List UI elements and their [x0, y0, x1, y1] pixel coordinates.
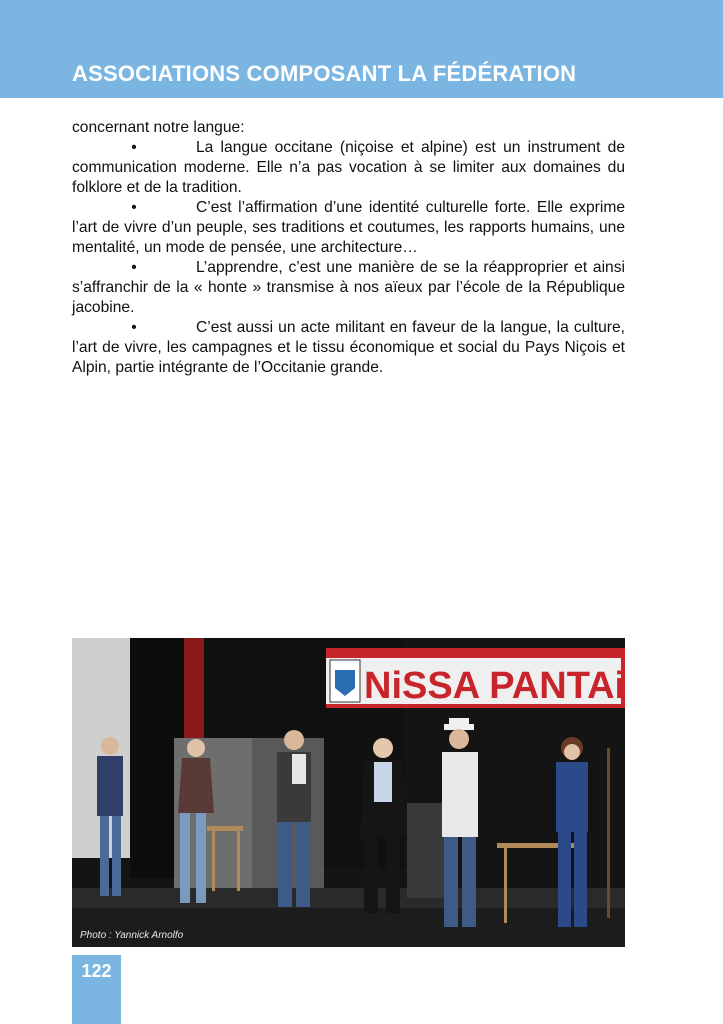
- bullet-paragraph: [72, 318, 625, 378]
- body-text: [72, 118, 625, 378]
- bullet-icon: •: [131, 139, 137, 156]
- stage-scene-illustration: [72, 638, 625, 947]
- bullet-icon: •: [131, 319, 137, 336]
- bullet-text: L’apprendre, c’est une manière de se la réapproprier et ainsi s’affranchir de la « honte » transmise à nos aïeux par l’école de la République jacobine.: [72, 259, 625, 316]
- bullet-paragraph: [72, 138, 625, 198]
- bullet-icon: •: [131, 199, 137, 216]
- bullet-text: C’est l’affirmation d’une identité culturelle forte. Elle exprime l’art de vivre d’un peuple, ses traditions et coutumes, les rapports humains, une mentalité, un mode de pensée, une architecture…: [72, 199, 625, 256]
- bullet-text: La langue occitane (niçoise et alpine) est un instrument de communication moderne. Elle n’a pas vocation à se limiter aux domaines du folklore et de la tradition.: [72, 139, 625, 196]
- page-header: [0, 0, 723, 98]
- bullet-text: C’est aussi un acte militant en faveur de la langue, la culture, l’art de vivre, les campagnes et le tissu économique et social du Pays Niçois et Alpin, partie intégrante de l’Occitanie grande.: [72, 319, 625, 376]
- section-title: ASSOCIATIONS COMPOSANT LA FÉDÉRATION: [72, 61, 577, 86]
- banner-text: NiSSA PANTAi: [364, 665, 625, 707]
- stage-photo: [72, 638, 625, 947]
- page-number: 122: [81, 961, 112, 981]
- photo-credit: Photo : Yannick Arnolfo: [80, 930, 184, 941]
- bullet-paragraph: [72, 258, 625, 318]
- bullet-icon: •: [131, 259, 137, 276]
- bullet-paragraph: [72, 198, 625, 258]
- page-number-box: [72, 955, 121, 1024]
- intro-line: concernant notre langue:: [72, 119, 245, 136]
